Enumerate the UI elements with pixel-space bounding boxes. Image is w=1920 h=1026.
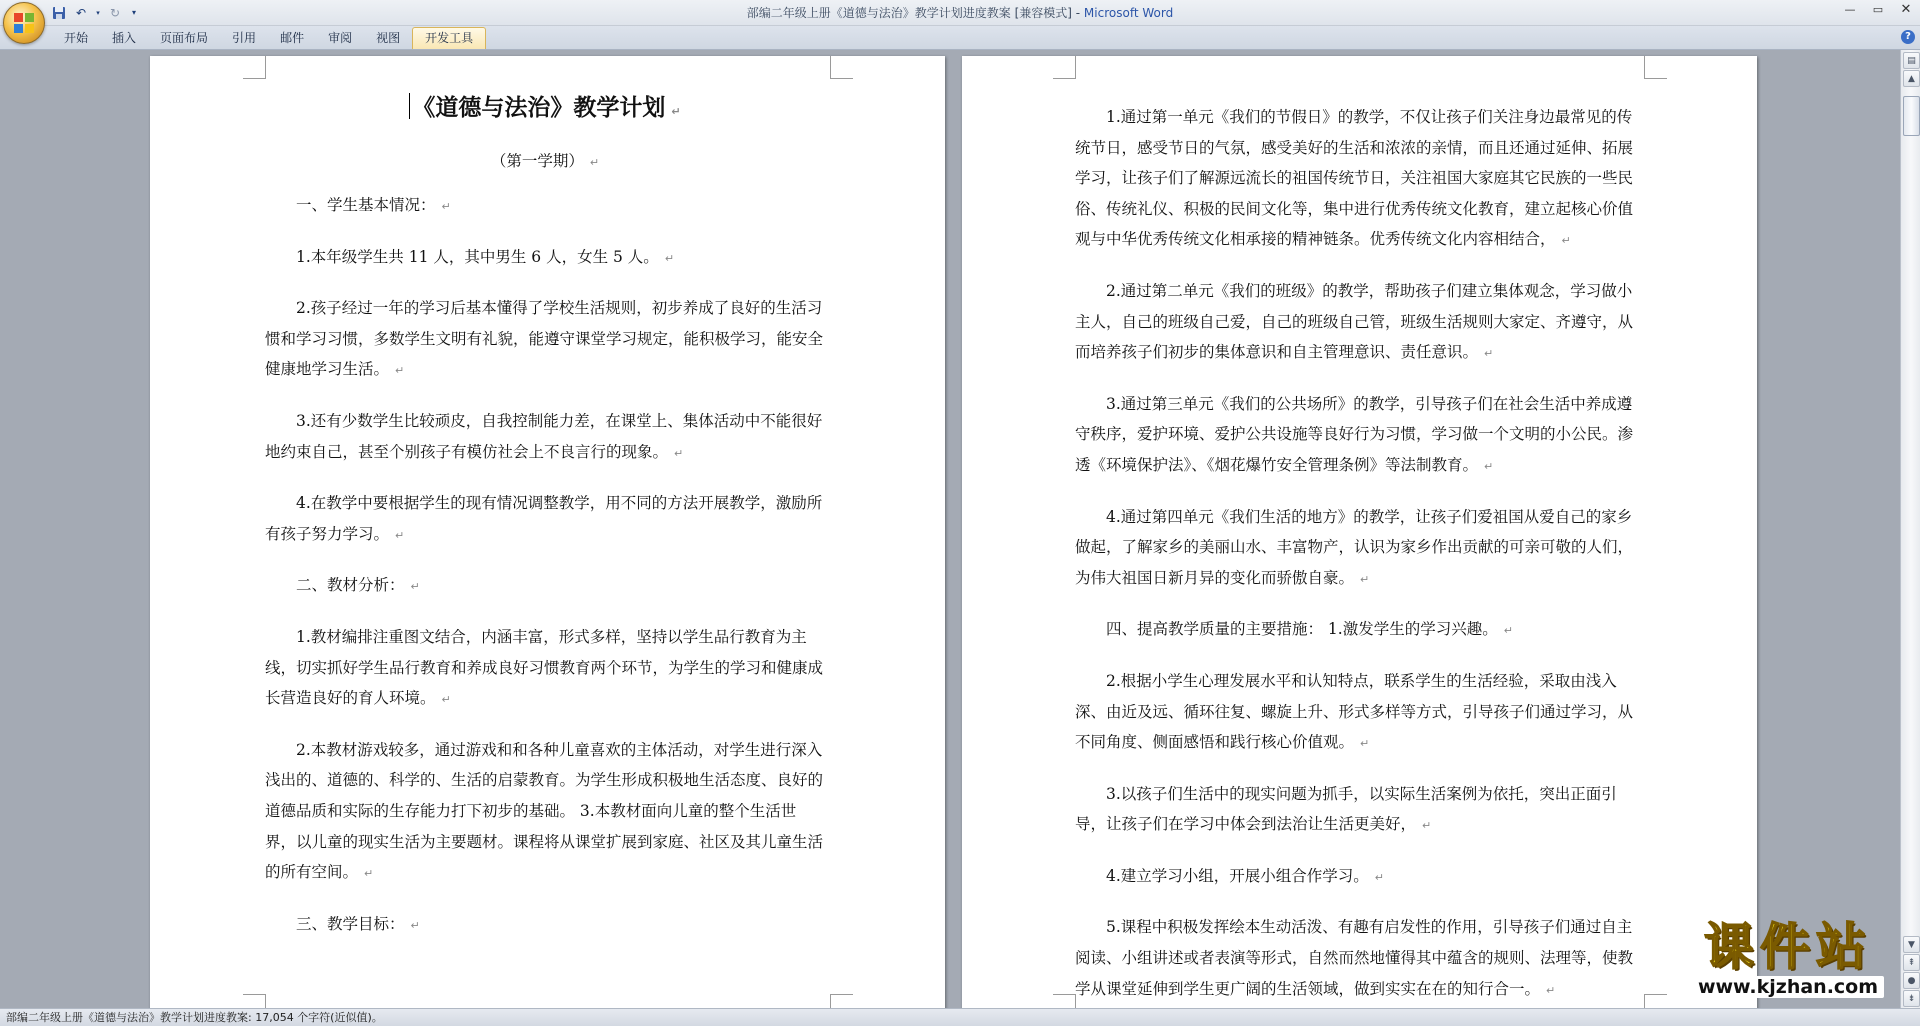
undo-icon[interactable]: ↶ — [75, 5, 87, 20]
document-subtitle: （第一学期） ↵ — [490, 152, 600, 170]
paragraph: 4.建立学习小组，开展小组合作学习。 ↵ — [1106, 866, 1385, 885]
paragraph: 2.根据小学生心理发展水平和认知特点，联系学生的生活经验，采取由浅入深、由近及远、循环往复、螺旋上升、形式多样等方式，引导孩子们通过学习，从不同角度、侧面感悟和践行核心价值观。 ↵ — [1075, 671, 1634, 752]
tab-home[interactable]: 开始 — [64, 31, 89, 45]
crop-mark — [243, 994, 266, 1008]
window-title — [0, 4, 1920, 21]
tab-developer[interactable]: 开发工具 — [412, 27, 486, 49]
office-logo-icon — [13, 12, 35, 34]
watermark-url: www.kjzhan.com — [1692, 976, 1884, 998]
ribbon-tab-bar — [0, 26, 1920, 50]
ruler-toggle-icon[interactable]: ▤ — [1903, 52, 1920, 69]
page-body-right — [1075, 78, 1641, 1008]
application-name: Microsoft Word — [1083, 6, 1174, 20]
customize-toolbar-icon[interactable]: ▾ — [131, 8, 136, 17]
paragraph: 3.还有少数学生比较顽皮，自我控制能力差，在课堂上、集体活动中不能很好地约束自己，甚至个别孩子有模仿社会上不良言行的现象。 ↵ — [265, 411, 823, 461]
scrollbar-thumb[interactable] — [1903, 96, 1920, 136]
select-browse-object-icon[interactable]: ● — [1903, 972, 1920, 989]
document-name: 部编二年级上册《道德与法治》教学计划进度教案 [兼容模式] - — [746, 6, 1084, 20]
paragraph: 二、教材分析： ↵ — [296, 576, 420, 595]
document-workspace — [0, 50, 1900, 1008]
redo-icon[interactable]: ↻ — [109, 5, 121, 20]
scroll-up-icon[interactable]: ▲ — [1903, 70, 1920, 87]
crop-mark — [1053, 994, 1076, 1008]
page-body-left — [265, 78, 825, 960]
status-text: 部编二年级上册《道德与法治》教学计划进度教案: 17,054 个字符(近似值)。 — [6, 1011, 383, 1024]
previous-page-icon[interactable]: ⇞ — [1903, 954, 1920, 971]
close-icon[interactable]: ✕ — [1900, 1, 1912, 17]
watermark-logo: 课件站 — [1704, 918, 1872, 976]
crop-mark — [1053, 56, 1076, 79]
text-cursor — [409, 93, 410, 119]
paragraph: 3.以孩子们生活中的现实问题为抓手，以实际生活案例为依托，突出正面引导，让孩子们在学习中体会到法治让生活更美好， ↵ — [1075, 784, 1617, 834]
paragraph: 一、学生基本情况： ↵ — [296, 196, 451, 214]
crop-mark — [830, 994, 853, 1008]
tab-page-layout[interactable]: 页面布局 — [160, 31, 209, 45]
restore-icon[interactable]: ▭ — [1872, 2, 1884, 16]
next-page-icon[interactable]: ⇟ — [1903, 990, 1920, 1007]
paragraph: 4.通过第四单元《我们生活的地方》的教学，让孩子们爱祖国从爱自己的家乡做起，了解家乡的美丽山水、丰富物产，认识为家乡作出贡献的可亲可敬的人们，为伟大祖国日新月异的变化而骄傲自豪。 ↵ — [1075, 507, 1634, 587]
paragraph: 2.本教材游戏较多，通过游戏和和各种儿童喜欢的主体活动，对学生进行深入浅出的、道德的、科学的、生活的启蒙教育。为学生形成积极地生活态度、良好的道德品质和实际的生存能力打下初步的基础。 3.本教材面向儿童的整个生活世界，以儿童的现实生活为主要题材。课程将从课堂扩展到家庭、社区及其儿童生活的所有空间。 ↵ — [265, 740, 824, 882]
document-page-left[interactable] — [150, 56, 945, 1008]
document-page-right[interactable] — [962, 56, 1757, 1008]
crop-mark — [1644, 56, 1667, 79]
paragraph: 2.通过第二单元《我们的班级》的教学，帮助孩子们建立集体观念，学习做小主人，自己的班级自己爱，自己的班级自己管，班级生活规则大家定、齐遵守，从而培养孩子们初步的集体意识和自主管理意识、责任意识。 ↵ — [1075, 281, 1634, 362]
paragraph: 3.通过第三单元《我们的公共场所》的教学，引导孩子们在社会生活中养成遵守秩序，爱护环境、爱护公共设施等良好行为习惯，学习做一个文明的小公民。渗透《环境保护法》、《烟花爆竹安全管理条例》等法制教育。 ↵ — [1075, 394, 1634, 474]
document-title: 《道德与法治》教学计划 ↵ — [265, 88, 825, 132]
minimize-icon[interactable]: — — [1844, 2, 1856, 16]
scroll-down-icon[interactable]: ▼ — [1903, 936, 1920, 953]
paragraph: 1.教材编排注重图文结合，内涵丰富，形式多样，坚持以学生品行教育为主线，切实抓好学生品行教育和养成良好习惯教育两个环节，为学生的学习和健康成长营造良好的育人环境。 ↵ — [265, 627, 824, 708]
paragraph: 2.孩子经过一年的学习后基本懂得了学校生活规则，初步养成了良好的生活习惯和学习习惯，多数学生文明有礼貌，能遵守课堂学习规定，能积极学习，能安全健康地学习生活。 ↵ — [265, 299, 824, 379]
paragraph: 1.本年级学生共 11 人，其中男生 6 人，女生 5 人。 ↵ — [296, 247, 675, 266]
tab-insert[interactable]: 插入 — [112, 31, 137, 45]
paragraph: 5.课程中积极发挥绘本生动活泼、有趣有启发性的作用，引导孩子们通过自主阅读、小组讲述或者表演等形式，自然而然地懂得其中蕴含的规则、法理等，使教学从课堂延伸到学生更广阔的生活领域，做到实实在在的知行合一。 ↵ — [1075, 918, 1634, 998]
paragraph: 四、提高教学质量的主要措施： 1.激发学生的学习兴趣。 ↵ — [1106, 620, 1513, 639]
undo-dropdown-icon[interactable]: ▾ — [96, 8, 100, 17]
title-bar — [0, 0, 1920, 26]
paragraph: 1.通过第一单元《我们的节假日》的教学，不仅让孩子们关注身边最常见的传统节日，感受节日的气氛，感受美好的生活和浓浓的亲情，而且还通过延伸、拓展学习，让孩子们了解源远流长的祖国传统节日，关注祖国大家庭其它民族的一些民俗、传统礼仪、积极的民间文化等，集中进行优秀传统文化教育，建立起核心价值观与中华优秀传统文化相承接的精神链条。优秀传统文化内容相结合， ↵ — [1075, 108, 1634, 249]
crop-mark — [830, 56, 853, 79]
window-controls — [1836, 0, 1920, 18]
crop-mark — [243, 56, 266, 79]
crop-mark — [1644, 994, 1667, 1008]
office-button[interactable] — [3, 2, 45, 44]
help-icon[interactable]: ? — [1901, 30, 1915, 44]
tab-mailings[interactable]: 邮件 — [280, 31, 305, 45]
tab-review[interactable]: 审阅 — [328, 31, 353, 45]
vertical-scrollbar[interactable] — [1900, 50, 1920, 1008]
paragraph: 4.在教学中要根据学生的现有情况调整教学，用不同的方法开展教学，激励所有孩子努力学习。 ↵ — [265, 494, 823, 543]
status-bar — [0, 1008, 1920, 1026]
paragraph: 三、教学目标： ↵ — [296, 914, 420, 933]
tab-references[interactable]: 引用 — [232, 31, 257, 45]
tab-view[interactable]: 视图 — [376, 31, 401, 45]
